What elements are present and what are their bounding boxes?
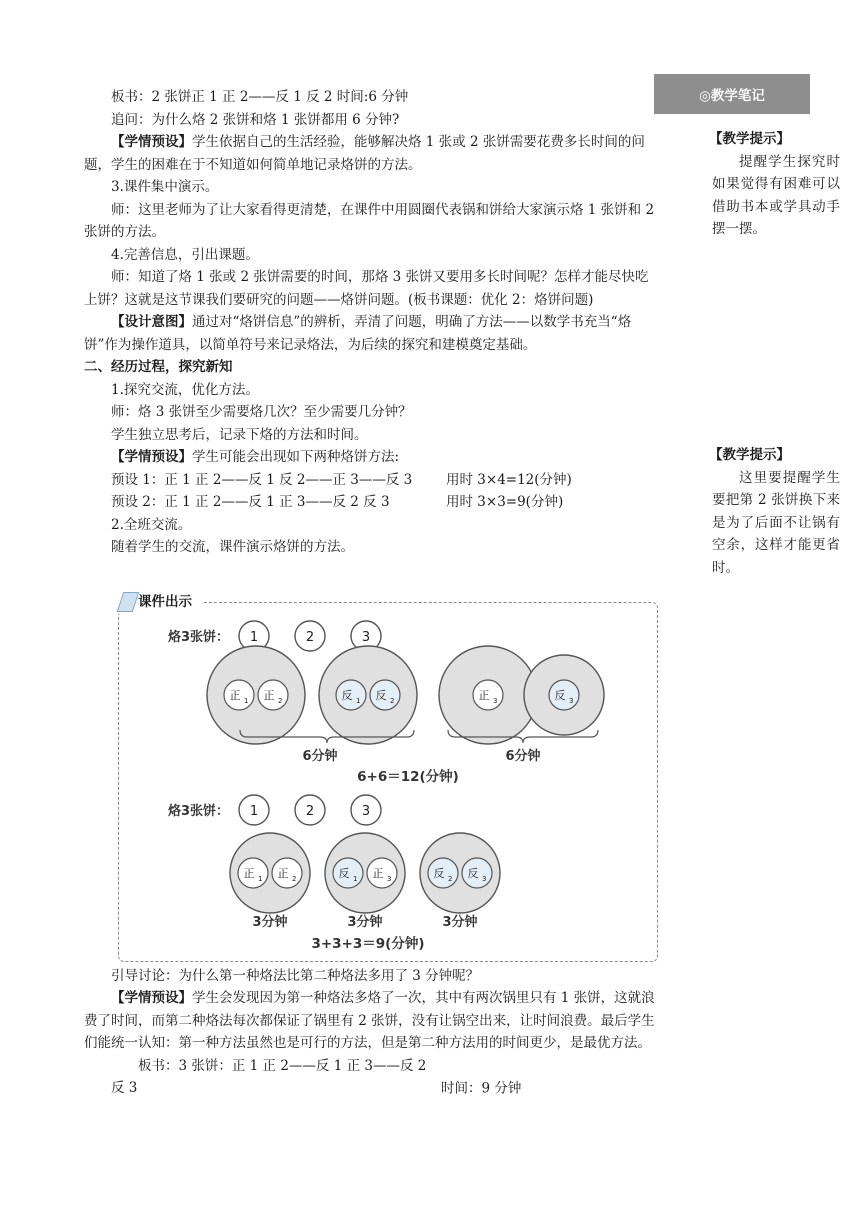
- teacher-intro-text: 师：知道了烙 1 张或 2 张饼需要的时间，那烙 3 张饼又要用多长时间呢？怎样才能尽快吃上饼？这就是这节课我们要研究的问题——烙饼问题。(板书课题：优化 2：烙饼问题): [84, 269, 649, 308]
- teaching-tip-2: [709, 444, 840, 579]
- follow-up-question: 追问：为什么烙 2 张饼和烙 1 张饼都用 6 分钟?: [111, 111, 400, 128]
- cake-number-3: 3: [361, 804, 371, 819]
- method1-pan1-pan: [207, 646, 305, 744]
- teacher-question: 师：烙 3 张饼至少需要烙几次？至少需要几分钟？: [111, 404, 412, 420]
- method2-pan3-cake-index: 3: [482, 875, 487, 883]
- method1-pan2-pan: [319, 646, 417, 744]
- step-2-heading: 2.全班交流。: [111, 516, 192, 533]
- method2-pan1-cake-side: 正: [243, 867, 255, 880]
- method2-pan2-cake-side: 正: [372, 867, 384, 880]
- method1-pan4-cake-index: 3: [569, 697, 574, 705]
- step-3-heading: 3.课件集中演示。: [111, 179, 219, 195]
- method2-total: 3+3+3＝9(分钟): [311, 936, 425, 952]
- board-note-2-cakes: 板书：2 张饼正 1 正 2——反 1 反 2 时间:6 分钟: [111, 89, 409, 105]
- method1-pan3-cake-side: 正: [478, 689, 490, 702]
- preset-text: 学生依据自己的生活经验，能够解决烙 1 张或 2 张饼需要花费多长时间的问题，学生的困难在于不知道如何简单地记录烙饼的方法。: [84, 134, 645, 173]
- method1-brace-label-right: 6分钟: [505, 749, 541, 764]
- board-method: 板书：3 张饼：正 1 正 2——反 1 正 3——反 2 反 3: [111, 1057, 427, 1096]
- guided-discussion: 引导讨论：为什么第一种烙法比第二种烙法多用了 3 分钟呢？: [111, 967, 480, 984]
- step-1-heading: 1.探究交流，优化方法。: [111, 381, 259, 398]
- preset-text: 学生可能会出现如下两种烙饼方法:: [192, 449, 400, 465]
- courseware-figure: [118, 588, 660, 962]
- teacher-demo-text: 师：这里老师为了让大家看得更清楚，在课件中用圆圈代表锅和饼给大家演示烙 1 张饼和 2 张饼的方法。: [84, 201, 655, 240]
- method-1-time: 用时 3×4=12(分钟): [446, 471, 572, 488]
- student-preset-3: [84, 987, 660, 1055]
- method1-pan2-cake-index: 2: [390, 697, 395, 705]
- preset-label: 【学情预设】: [111, 449, 192, 465]
- design-intent-label: 【设计意图】: [111, 314, 192, 330]
- method1-total: 6+6＝12(分钟): [357, 769, 459, 785]
- preset-text: 学生会发现因为第一种烙法多烙了一次，其中有两次锅里只有 1 张饼，这就浪费了时间，而第二种烙法每次都保证了锅里有 2 张饼，没有让锅空出来，让时间浪费。最后学生们能统一认知：第一种方法虽然也是可行的方法，但是第二种方法用的时间更少，是最优方法。: [84, 990, 655, 1051]
- preset-method-2: [84, 491, 660, 514]
- method2-time-label-1: 3分钟: [252, 915, 288, 930]
- student-preset-1: [84, 131, 660, 176]
- preset-label: 【学情预设】: [111, 990, 192, 1006]
- preset-method-1: [84, 469, 660, 492]
- method1-pan2-cake-side: 反: [375, 689, 387, 702]
- courseware-tag: 课件出示: [118, 588, 202, 614]
- board-note-3-cakes: [84, 1055, 660, 1100]
- method-1-steps: 预设 1：正 1 正 2——反 1 反 2——正 3——反 3: [111, 471, 413, 488]
- board-time: 时间：9 分钟: [441, 1080, 522, 1096]
- teaching-tip-1: [709, 128, 840, 241]
- method1-pan3-cake-index: 3: [493, 697, 498, 705]
- teaching-notes-header: ◎教学笔记: [654, 74, 810, 114]
- method1-pan1-cake-side: 正: [229, 689, 241, 702]
- design-intent: [84, 311, 660, 356]
- tip-text: 提醒学生探究时如果觉得有困难可以借助书本或学具动手摆一摆。: [712, 153, 840, 237]
- cake-number-3: 3: [361, 630, 371, 645]
- method1-brace-label-left: 6分钟: [302, 749, 338, 764]
- method2-time-label-3: 3分钟: [442, 915, 478, 930]
- method2-time-label-2: 3分钟: [347, 915, 383, 930]
- method2-pan1-cake-index: 1: [258, 875, 263, 883]
- step-4-heading: 4.完善信息，引出课题。: [111, 246, 259, 263]
- tip-text: 这里要提醒学生要把第 2 张饼换下来是为了后面不让锅有空余，这样才能更省时。: [712, 469, 840, 576]
- demo-note: 随着学生的交流，课件演示烙饼的方法。: [111, 539, 354, 555]
- method2-pan2-cake-side: 反: [338, 867, 350, 880]
- method1-pan4-cake-side: 反: [554, 689, 566, 702]
- method1-pan2-cake-index: 1: [356, 697, 361, 705]
- section-2-heading: 二、经历过程，探究新知: [84, 359, 233, 375]
- student-preset-2: [84, 446, 660, 469]
- cake-number-1: 1: [249, 630, 259, 645]
- cake-number-1: 1: [249, 804, 259, 819]
- method-2-time: 用时 3×3=9(分钟): [446, 494, 564, 510]
- method2-pan3-cake-index: 2: [448, 875, 453, 883]
- cake-number-2: 2: [305, 804, 315, 819]
- method2-pan3-cake-side: 反: [467, 867, 479, 880]
- method1-pan2-cake-side: 反: [341, 689, 353, 702]
- method1-pan1-cake-index: 2: [278, 697, 283, 705]
- cake-number-2: 2: [305, 630, 315, 645]
- method2-pan1-cake-index: 2: [292, 875, 297, 883]
- student-record: 学生独立思考后，记录下烙的方法和时间。: [111, 426, 368, 443]
- method1-pan1-cake-side: 正: [263, 689, 275, 702]
- method-2-steps: 预设 2：正 1 正 2——反 1 正 3——反 2 反 3: [111, 494, 390, 510]
- method2-pan2-cake-index: 1: [353, 875, 358, 883]
- preset-label: 【学情预设】: [111, 134, 192, 150]
- tip-title: 【教学提示】: [709, 447, 790, 463]
- method2-pan3-cake-side: 反: [433, 867, 445, 880]
- method1-pan1-cake-index: 1: [244, 697, 249, 705]
- method2-pan2-cake-index: 3: [387, 875, 392, 883]
- method2-pan1-cake-side: 正: [277, 867, 289, 880]
- row-label: 烙3张饼：: [168, 804, 230, 819]
- tip-title: 【教学提示】: [709, 131, 790, 147]
- row-label: 烙3张饼：: [168, 630, 230, 645]
- cake-frying-diagram: [118, 588, 660, 962]
- design-intent-text: 通过对“烙饼信息”的辨析，弄清了问题，明确了方法——以数学书充当“烙饼”作为操作道具，以简单符号来记录烙法，为后续的探究和建模奠定基础。: [84, 314, 632, 353]
